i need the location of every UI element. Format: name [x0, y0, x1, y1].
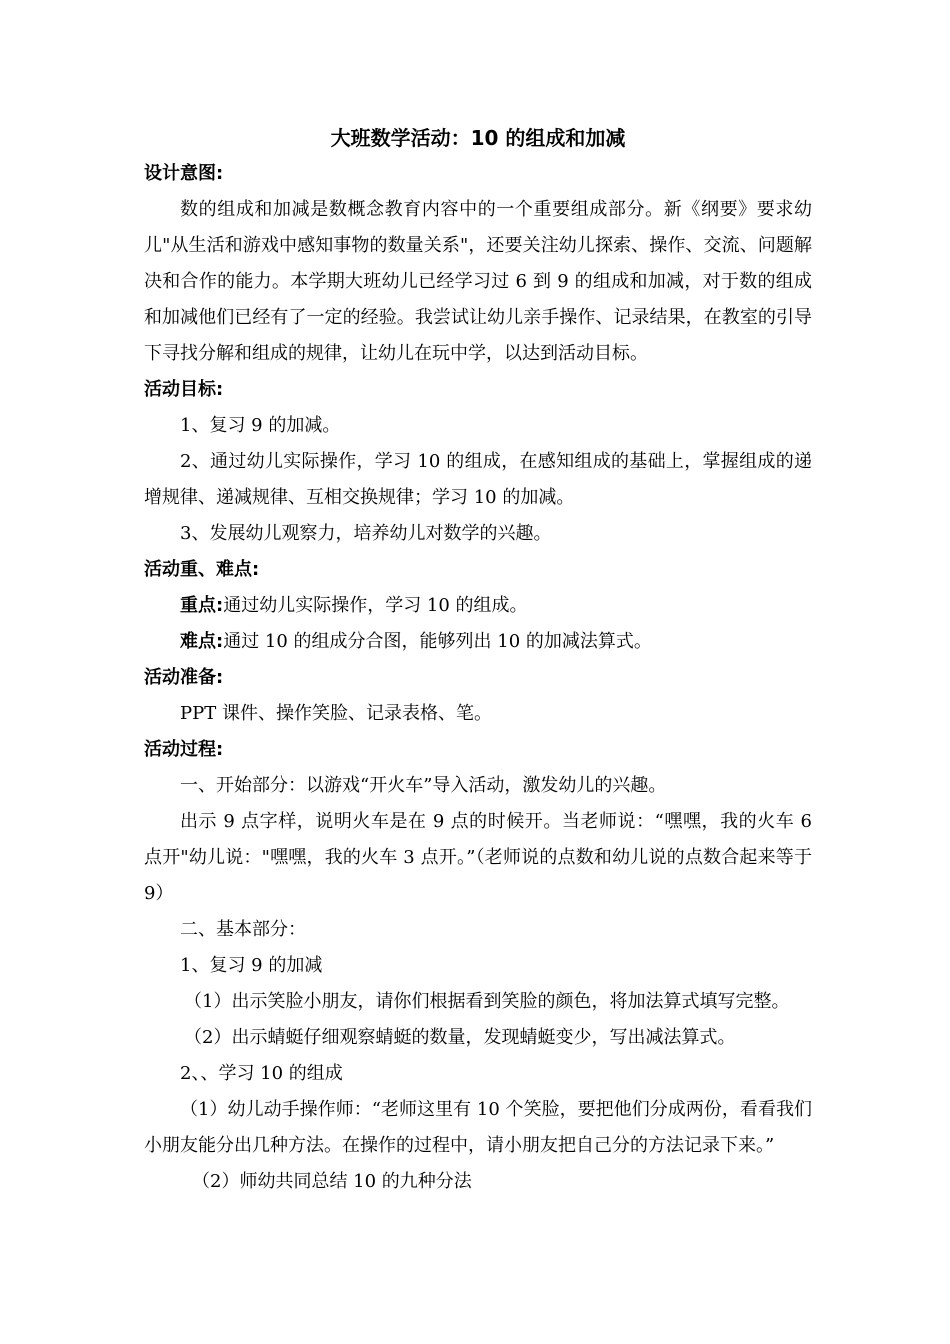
- design-heading: 设计意图:: [144, 163, 224, 184]
- goal-item-3: 3、发展幼儿观察力，培养幼儿对数学的兴趣。: [180, 523, 552, 544]
- key-point-text: 通过幼儿实际操作，学习 10 的组成。: [223, 595, 528, 616]
- learn-heading: 2、、学习 10 的组成: [180, 1063, 343, 1084]
- difficulty-text: 通过 10 的组成分合图，能够列出 10 的加减法算式。: [223, 631, 652, 652]
- process-part1: 一、开始部分：以游戏“开火车”导入活动，激发幼儿的兴趣。: [180, 775, 667, 796]
- difficulty-label: 难点:: [180, 631, 224, 652]
- key-point: [144, 588, 812, 624]
- keypoints-heading: 活动重、难点:: [144, 559, 260, 580]
- process-part1-text: 出示 9 点字样，说明火车是在 9 点的时候开。当老师说：“嘿嘿，我的火车 6 点开"幼儿说："嘿嘿，我的火车 3 点开。”（老师说的点数和幼儿说的点数合起来等于 9）: [144, 811, 812, 904]
- prep-heading: 活动准备:: [144, 667, 224, 688]
- process-part2: 二、基本部分：: [180, 919, 306, 940]
- review-step-2: （2）出示蜻蜓仔细观察蜻蜓的数量，发现蜻蜓变少，写出减法算式。: [184, 1027, 736, 1048]
- learn-step-2: （2）师幼共同总结 10 的九种分法: [192, 1171, 472, 1192]
- goal-item-2: 2、通过幼儿实际操作，学习 10 的组成，在感知组成的基础上，掌握组成的递增规律、递减规律、互相交换规律；学习 10 的加减。: [144, 451, 812, 508]
- review-heading: 1、复习 9 的加减: [180, 955, 323, 976]
- design-paragraph: 数的组成和加减是数概念教育内容中的一个重要组成部分。新《纲要》要求幼儿"从生活和游戏中感知事物的数量关系"，还要关注幼儿探索、操作、交流、问题解决和合作的能力。本学期大班幼儿已经学习过 6 到 9 的组成和加减，对于数的组成和加减他们已经有了一定的经验。我尝试让幼儿亲手操作、记录结果，在教室的引导下寻找分解和组成的规律，让幼儿在玩中学，以达到活动目标。: [144, 199, 812, 364]
- document-body: [144, 120, 812, 1200]
- learn-step-1: （1）幼儿动手操作师：“老师这里有 10 个笑脸，要把他们分成两份，看看我们小朋友能分出几种方法。在操作的过程中，请小朋友把自己分的方法记录下来。”: [144, 1099, 812, 1156]
- review-step-1: （1）出示笑脸小朋友，请你们根据看到笑脸的颜色，将加法算式填写完整。: [184, 991, 790, 1012]
- goal-item-1: 1、复习 9 的加减。: [180, 415, 341, 436]
- prep-text: PPT 课件、操作笑脸、记录表格、笔。: [180, 703, 492, 724]
- difficulty-point: [144, 624, 812, 660]
- goals-heading: 活动目标:: [144, 379, 224, 400]
- document-title: 大班数学活动：10 的组成和加减: [330, 126, 626, 150]
- process-heading: 活动过程:: [144, 739, 224, 760]
- key-point-label: 重点:: [180, 595, 224, 616]
